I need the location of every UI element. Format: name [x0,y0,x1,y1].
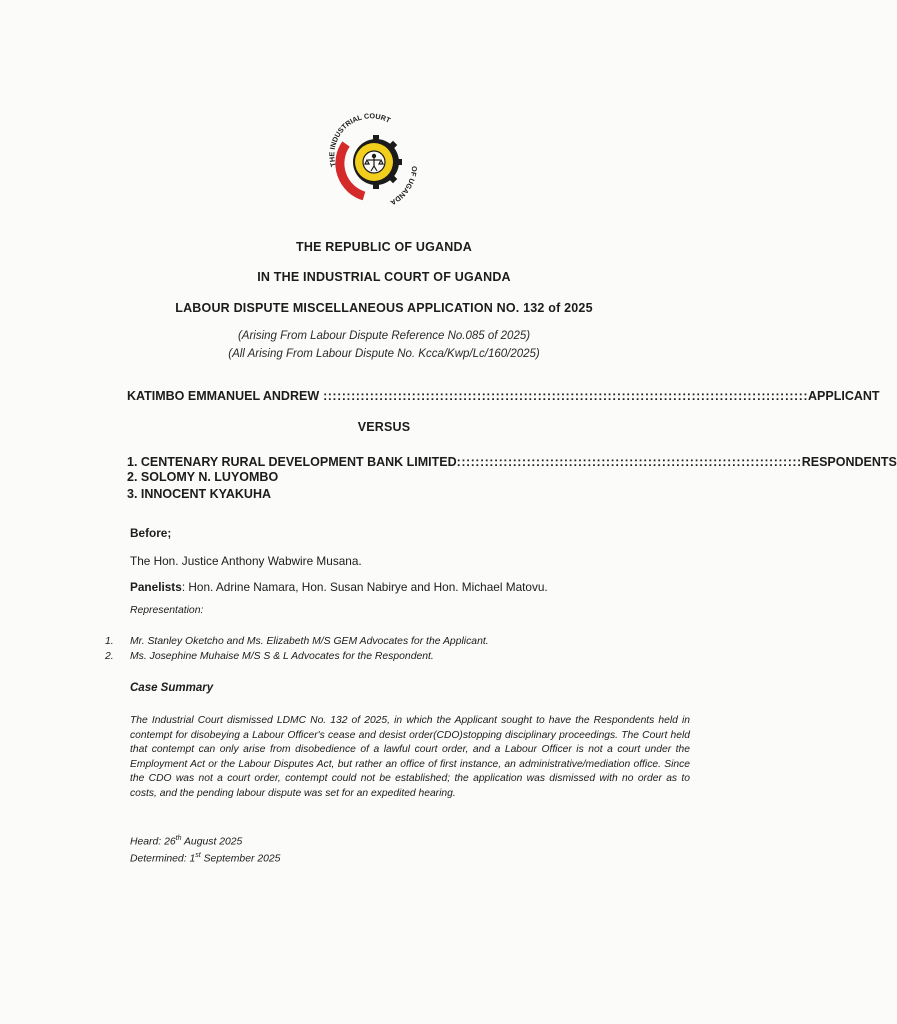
republic-title: THE REPUBLIC OF UGANDA [296,240,472,254]
dates-block [130,832,280,867]
applicant-role: APPLICANT [808,389,880,403]
list-text: Ms. Josephine Muhaise M/S S & L Advocates for the Respondent. [130,651,434,662]
arising-from-line-1: (Arising From Labour Dispute Reference No.085 of 2025) [237,330,531,342]
panelists-line [130,580,690,594]
respondents-block [127,455,897,503]
judge-name: The Hon. Justice Anthony Wabwire Musana. [130,554,362,568]
panelists-names: : Hon. Adrine Namara, Hon. Susan Nabirye and Hon. Michael Matovu. [181,580,548,594]
heard-label: Heard: 26 [130,836,176,848]
panelists-label: Panelists [130,580,182,594]
versus-label: VERSUS [357,420,411,434]
arising-from-line-2: (All Arising From Labour Dispute No. Kcca/Kwp/Lc/160/2025) [228,348,540,360]
respondents-role: RESPONDENTS [801,455,897,469]
list-item [105,649,705,664]
heard-date [130,832,280,849]
dotted-leader: :::::::::::::::::::::::::::::::::::::::::::::::::::::::::::::::::::::::::::::::::::::::::::::::::::::::: [319,389,809,403]
case-summary-heading: Case Summary [130,682,214,694]
determined-sup: st [195,852,201,860]
determined-rest: September 2025 [200,853,281,865]
list-number: 1. [105,636,114,647]
case-summary-body: The Industrial Court dismissed LDMC No. 132 of 2025, in which the Applicant sought to have the Respondents held in contempt for disobeying a Labour Officer's cease and desist order(CDO)stopping disciplinary proceedings. The Court held that contempt can only arise from disobedience of a lawful court order, and a Labour Officer is not a court under the Employment Act or the Labour Disputes Act, but rather an office of first instance, an administrative/mediation office. Since the CDO was not a court order, contempt could not be established; the application was dismissed with no order as to costs, and the pending labour dispute was set for an expedited hearing. [130,715,690,799]
respondent-3: 3. INNOCENT KYAKUHA [127,487,272,501]
applicant-name: KATIMBO EMMANUEL ANDREW [127,389,320,403]
before-label: Before; [130,526,172,540]
list-text: Mr. Stanley Oketcho and Ms. Elizabeth M/S GEM Advocates for the Applicant. [130,636,489,647]
seal-text-top: THE INDUSTRIAL COURT [327,111,393,168]
list-number: 2. [105,651,114,662]
court-seal-logo [316,104,426,214]
application-title: LABOUR DISPUTE MISCELLANEOUS APPLICATION NO. 132 of 2025 [175,301,593,315]
court-title: IN THE INDUSTRIAL COURT OF UGANDA [257,270,511,284]
representation-list [105,634,705,664]
respondent-1: 1. CENTENARY RURAL DEVELOPMENT BANK LIMITED [127,455,457,469]
respondent-2: 2. SOLOMY N. LUYOMBO [127,470,279,484]
determined-date [130,849,280,866]
list-item [105,634,705,649]
representation-label: Representation: [130,605,204,616]
determined-label: Determined: 1 [130,853,196,865]
heard-rest: August 2025 [181,836,243,848]
applicant-row [127,389,880,403]
seal-text-bottom: OF UGANDA [388,165,420,208]
dotted-leader: :::::::::::::::::::::::::::::::::::::::::::::::::::::::::::::::::::::::::: [456,455,802,469]
heard-sup: th [175,835,182,842]
